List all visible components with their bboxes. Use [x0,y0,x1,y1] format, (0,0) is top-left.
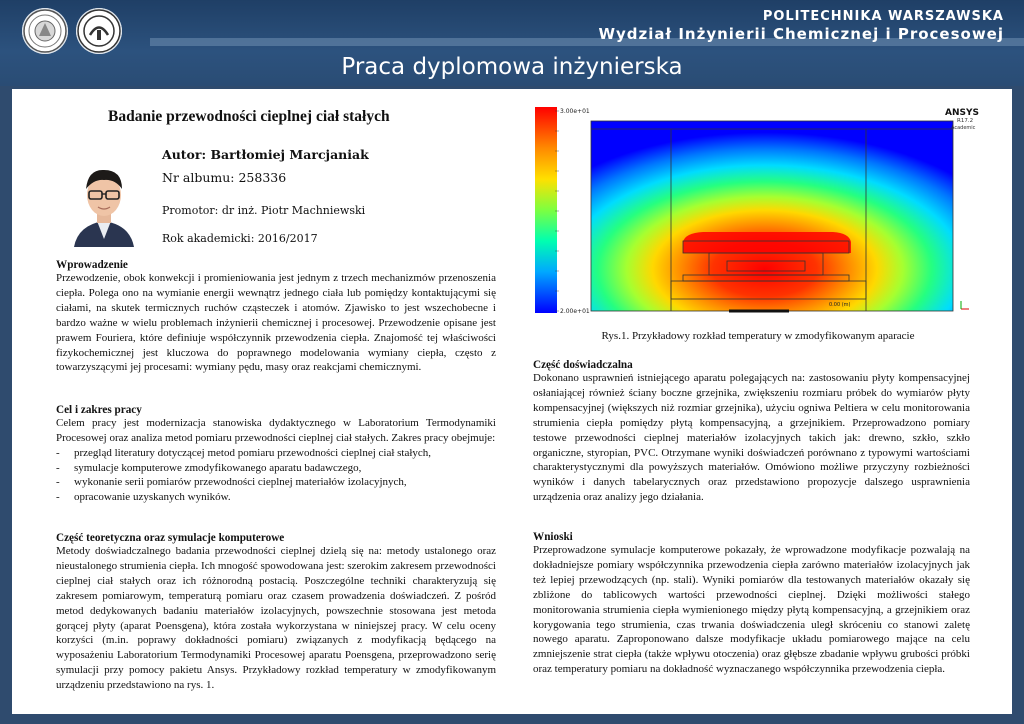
section-goal [56,404,496,505]
intro-text: Przewodzenie, obok konwekcji i promieniowania jest jednym z trzech mechanizmów przenoszenia ciepła. Polega ono na wymianie energii wewnątrz jednego ciała lub pomiędzy kontaktującymi się ciałami, na skutek termicznych ruchów cząsteczek i atomów. Zjawisko to jest wszechobecne i bardzo ważne w wielu problemach inżynierii chemicznej i procesowej. Przewodzenie opisane jest prawem Fouriera, które definiuje współczynnik przewodzenia ciepła. Znajomość tej właściwości fizykochemicznej jest kluczowa do poprawnego modelowania wymiany ciepła, często z towarzyszącymi jej procesami: wymiany pędu, masy oraz reakcjami chemicznymi. [56,272,496,374]
university-seal-logo [22,8,68,54]
theory-heading: Część teoretyczna oraz symulacje komputerowe [56,532,285,544]
goal-heading: Cel i zakres pracy [56,404,142,416]
ansys-brand: ANSYS [945,108,979,118]
section-experiment [533,359,970,505]
poster-title: Praca dyplomowa inżynierska [341,54,683,80]
author-photo [68,159,140,247]
legend-min: 2.00e+01 [560,308,590,315]
ansys-contour-plot [533,101,979,323]
list-item: - przegląd literatury dotyczącej metod pomiaru przewodności cieplnej ciał stałych, [56,446,496,461]
figure-caption: Rys.1. Przykładowy rozkład temperatury w zmodyfikowanym aparacie [601,330,915,342]
paper-title: Badanie przewodności cieplnej ciał stałych [108,108,390,125]
list-item: - symulacje komputerowe zmodyfikowanego aparatu badawczego, [56,461,496,476]
poster-sheet [12,89,1012,714]
faculty-name: Wydział Inżynierii Chemicznej i Procesowej [598,25,1004,43]
promotor: Promotor: dr inż. Piotr Machniewski [162,204,366,217]
goal-text: Celem pracy jest modernizacja stanowiska dydaktycznego w Laboratorium Termodynamiki Procesowej oraz analiza metod pomiaru przewodności cieplnej ciał stałych. Zakres pracy obejmuje: [56,417,496,444]
temperature-figure [533,101,979,323]
scale-label: 0.00 (m) [829,302,851,308]
album-number: Nr albumu: 258336 [162,170,287,185]
conclusions-text: Przeprowadzone symulacje komputerowe pokazały, że wprowadzone modyfikacje pozwalają na dokładniejsze pomiary współczynnika przewodzenia ciepła zarówno materiałów izolacyjnych jak też lepiej przewodzących (np. stali). Wyniki pomiarów dla testowanych materiałów okazały się zbliżone do tablicowych wartości przewodności cieplnej. Dzięki możliwości stałego monitorowania strumienia ciepła wymienionego między płytą kompensacyjną, a grzejnikiem oraz korygowania tego strumienia, czas trwania doświadczenia uległ skróceniu co stanowi zaletę nowego aparatu. Zaproponowano dalsze modyfikacje układu pomiarowego mające na celu zmniejszenie strat ciepła (także wpływu otoczenia) oraz głębsze zbadanie wpływu grubości próbki oraz temperatury pomiaru na dokładność wyznaczanego współczynnika przewodzenia ciepła. [533,544,970,676]
intro-heading: Wprowadzenie [56,259,128,271]
legend-max: 3.00e+01 [560,108,590,115]
theory-text: Metody doświadczalnego badania przewodności cieplnej dzielą się na: metody ustalonego oraz nieustalonego strumienia ciepła. Ich mnogość spowodowana jest: szerokim zakresem przewodności cieplnej ciał stałych oraz ich różnorodną postacią. Poszczególne techniki charakteryzują się zakresem pomiarowym, temperaturą pomiaru oraz czasem prowadzenia doświadczeń. Z pośród metod dedykowanych badaniu materiałów izolacyjnych, powszechnie stosowana jest metoda gorącej płyty (aparat Poensgena), która została wykorzystana w niniejszej pracy. W celu oceny korzyści (m.in. poprawy dokładności pomiaru) związanych z modyfikacją będącego na wyposażeniu Laboratorium Termodynamiki Procesowej aparatu Poensgena, przeprowadzono serię symulacji przy pomocy pakietu Ansys. Przykładowy rozkład temperatury w zmodyfikowanym urządzeniu przedstawiono na rys. 1. [56,545,496,692]
ichip-logo [76,8,122,54]
section-theory [56,532,496,693]
university-name: POLITECHNIKA WARSZAWSKA [762,9,1004,24]
color-legend [535,107,557,313]
list-item: - opracowanie uzyskanych wyników. [56,490,496,505]
section-intro [56,259,496,375]
experiment-text: Dokonano usprawnień istniejącego aparatu polegających na: zastosowaniu płyty kompensacyjnej osłaniającej również ściany boczne grzejnika, zwiększeniu rozmiaru próbek do wymiarów płyty kompensacyjnej (większych niż rozmiar grzejnika), użyciu ogniwa Peltiera w celu monitorowania strumienia ciepła pomiędzy płytą kompensacyjną, a grzejnikiem. Przeprowadzono pomiary testowe przewodności cieplnej materiałów izolacyjnych takich jak: drewno, szkło, szkło organiczne, styropian, PVC. Otrzymane wyniki doświadczeń porównano z typowymi wartościami charakterystycznymi dla powyższych materiałów. Omówiono możliwe przyczyny rozbieżności wyników i danych tabelarycznych oraz przedstawiono propozycje dalszego usprawnienia urządzenia oraz analizy jego działania. [533,372,970,504]
author-name: Autor: Bartłomiej Marcjaniak [162,147,369,162]
academic-year: Rok akademicki: 2016/2017 [162,232,318,245]
ansys-version: R17.2 [957,118,974,124]
experiment-heading: Część doświadczalna [533,359,633,371]
contour-field [591,121,953,311]
ansys-edition: Academic [951,125,976,131]
list-item: - wykonanie serii pomiarów przewodności cieplnej materiałów izolacyjnych, [56,475,496,490]
goal-list [56,446,496,505]
section-conclusions [533,531,970,677]
conclusions-heading: Wnioski [533,531,573,543]
